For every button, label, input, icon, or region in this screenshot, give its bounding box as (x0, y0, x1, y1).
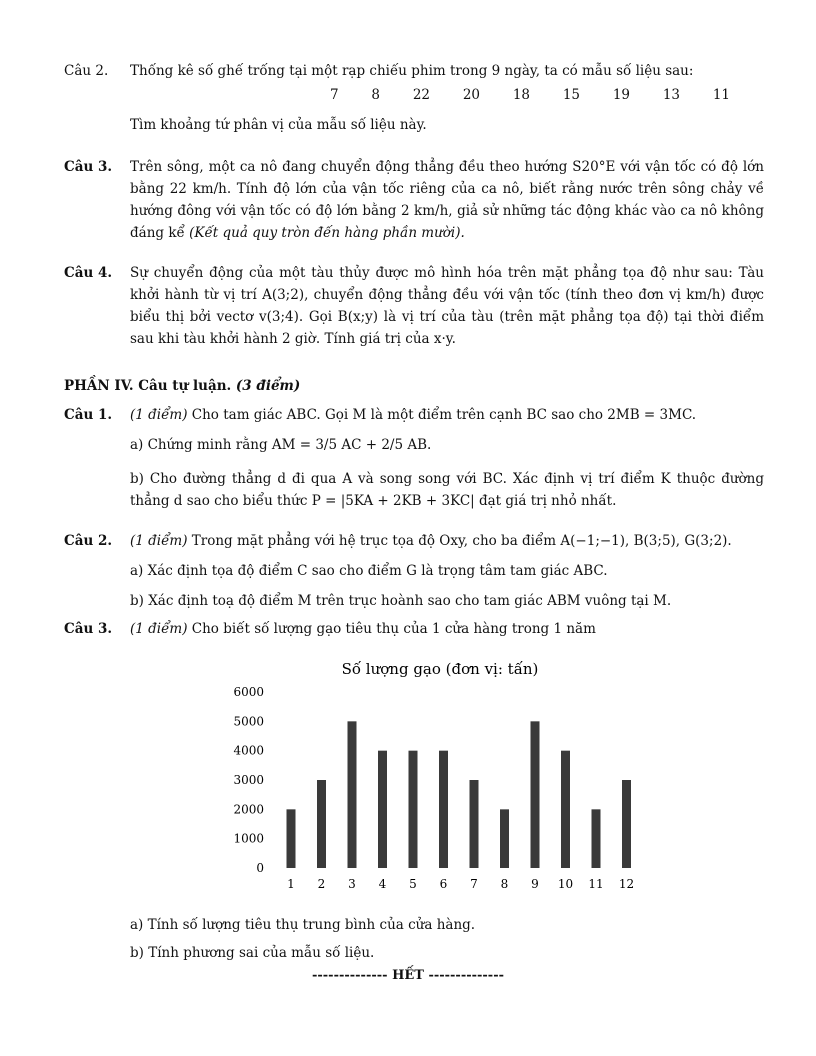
bar (317, 780, 326, 868)
question-label: Câu 3. (64, 621, 113, 637)
essay-question-2 (64, 530, 764, 612)
end-marker: -------------- HẾT -------------- (312, 968, 504, 983)
question-label: Câu 2. (64, 533, 113, 549)
y-tick-label: 0 (256, 861, 264, 875)
x-tick-label: 4 (378, 877, 387, 891)
section-points: (3 điểm) (235, 378, 301, 394)
question-points: (1 điểm) (130, 407, 188, 423)
x-tick-label: 8 (500, 877, 509, 891)
question-points: (1 điểm) (130, 621, 188, 637)
y-tick-label: 5000 (233, 714, 264, 729)
sample-value: 15 (562, 87, 580, 103)
sample-value: 20 (462, 87, 480, 103)
part-a: a) Tính số lượng tiêu thụ trung bình của cửa hàng. (130, 917, 476, 933)
x-tick-label: 12 (618, 877, 635, 891)
bar (531, 721, 540, 868)
question-text: Thống kê số ghế trống tại một rạp chiếu phim trong 9 ngày, ta có mẫu số liệu sau: (130, 63, 694, 79)
question-text: Trên sông, một ca nô đang chuyển động thẳng đều theo hướng S20°E với vận tốc có độ lớn bằng 22 km/h. Tính độ lớn của vận tốc riêng của ca nô, biết rằng nước trên sông chảy về hướng đông với vận tốc có độ lớn bằng 2 km/h, giả sử những tác động khác vào ca nô không đáng kể (130, 159, 764, 241)
essay-question-3 (64, 618, 764, 640)
y-tick-label: 6000 (233, 685, 264, 699)
question-text: Cho tam giác ABC. Gọi M là một điểm trên cạnh BC sao cho 2MB = 3MC. (191, 407, 697, 423)
sample-value: 8 (371, 87, 380, 103)
part-a: a) Xác định tọa độ điểm C sao cho điểm G là trọng tâm tam giác ABC. (130, 563, 608, 579)
question-label: Câu 2. (64, 63, 109, 79)
essay-question-1 (64, 404, 764, 512)
bar (409, 751, 418, 868)
y-tick-label: 3000 (233, 773, 264, 787)
question-task: Tìm khoảng tứ phân vị của mẫu số liệu này. (130, 117, 427, 133)
bar (378, 751, 387, 868)
sample-value: 18 (512, 87, 530, 103)
sample-value: 11 (712, 87, 730, 103)
y-tick-label: 2000 (233, 802, 264, 817)
part-b: b) Tính phương sai của mẫu số liệu. (130, 945, 375, 961)
sample-value: 22 (412, 87, 430, 103)
x-tick-label: 9 (531, 877, 539, 891)
question-text: Trong mặt phẳng với hệ trục tọa độ Oxy, cho ba điểm A(−1;−1), B(3;5), G(3;2). (191, 533, 732, 549)
sample-value: 19 (612, 87, 630, 103)
bar (592, 809, 601, 868)
chart-title: Số lượng gạo (đơn vị: tấn) (341, 660, 539, 678)
bar (561, 751, 570, 868)
data-sample (330, 84, 730, 106)
question-points: (1 điểm) (130, 533, 188, 549)
x-tick-label: 3 (348, 877, 356, 891)
y-tick-label: 4000 (233, 743, 264, 758)
y-tick-label: 1000 (233, 831, 264, 846)
essay-3-parts (130, 914, 770, 964)
x-tick-label: 5 (409, 877, 417, 891)
part-a: a) Chứng minh rằng AM = 3/5 AC + 2/5 AB. (130, 437, 432, 453)
rounding-note: (Kết quả quy tròn đến hàng phần mười). (189, 225, 465, 241)
question-label: Câu 3. (64, 159, 113, 175)
x-tick-label: 1 (287, 877, 295, 891)
question-label: Câu 1. (64, 407, 113, 423)
bar (500, 809, 509, 868)
x-tick-label: 2 (317, 877, 326, 891)
section-title: PHẦN IV. Câu tự luận. (64, 378, 232, 394)
question-text: Cho biết số lượng gạo tiêu thụ của 1 cửa hàng trong 1 năm (191, 621, 596, 637)
x-tick-label: 11 (588, 877, 604, 891)
sample-value: 13 (662, 87, 680, 103)
bar (470, 780, 479, 868)
question-4 (64, 262, 764, 350)
x-tick-label: 7 (470, 877, 478, 891)
question-2 (64, 60, 764, 136)
question-label: Câu 4. (64, 265, 113, 281)
bar (439, 751, 448, 868)
bar (348, 721, 357, 868)
bar (622, 780, 631, 868)
part-b: b) Xác định toạ độ điểm M trên trục hoành sao cho tam giác ABM vuông tại M. (130, 593, 672, 609)
part-b: b) Cho đường thẳng d đi qua A và song song với BC. Xác định vị trí điểm K thuộc đường thẳng d sao cho biểu thức P = |5KA + 2KB + 3KC| đạt giá trị nhỏ nhất. (130, 471, 764, 509)
question-3 (64, 156, 764, 244)
x-tick-label: 10 (557, 877, 574, 891)
x-tick-label: 6 (439, 877, 448, 891)
question-text: Sự chuyển động của một tàu thủy được mô hình hóa trên mặt phẳng tọa độ như sau: Tàu khởi hành từ vị trí A(3;2), chuyển động thẳng đều với vận tốc (tính theo đơn vị km/h) được biểu thị bởi vectơ v(3;4). Gọi B(x;y) là vị trí của tàu (trên mặt phẳng tọa độ) tại thời điểm sau khi tàu khởi hành 2 giờ. Tính giá trị của x·y. (130, 265, 764, 347)
section-heading (64, 378, 300, 394)
rice-consumption-chart (200, 650, 660, 900)
bar (287, 809, 296, 868)
sample-value: 7 (330, 87, 339, 103)
